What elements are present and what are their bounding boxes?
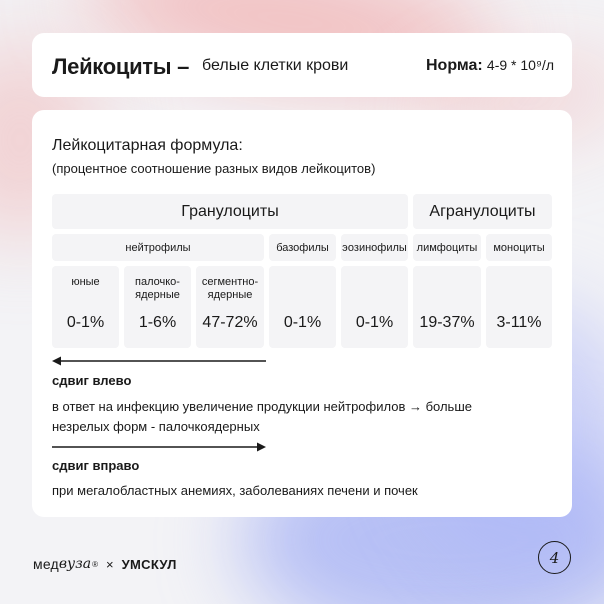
cell-eosinophils [341, 266, 408, 348]
norm-label: Норма: [425, 57, 483, 74]
header-basophils: базофилы [269, 234, 336, 261]
page-number: 4 [538, 541, 571, 574]
value-band: 1-6% [138, 314, 177, 331]
page-title: Лейкоциты – [52, 54, 190, 79]
label-young: юные [71, 276, 100, 288]
value-young: 0-1% [66, 314, 105, 331]
formula-subtitle: (процентное соотношение разных видов лейкоцитов) [52, 161, 376, 176]
value-basophils: 0-1% [283, 314, 322, 331]
cell-basophils [269, 266, 336, 348]
header-agranulocytes: Агранулоциты [413, 194, 552, 229]
value-monocytes: 3-11% [496, 314, 542, 331]
formula-card [32, 110, 572, 517]
shift-left-description: в ответ на инфекцию увеличение продукции нейтрофилов → больше незрелых форм - палочкоядерных [52, 399, 472, 434]
cell-monocytes [486, 266, 552, 348]
header-lymphocytes: лимфоциты [413, 234, 481, 261]
header-card [32, 33, 572, 97]
norm-value: 4-9 * 10⁹/л [486, 57, 554, 73]
value-segmented: 47-72% [202, 314, 258, 331]
header-monocytes: моноциты [486, 234, 552, 261]
cell-band [124, 266, 191, 348]
close-icon: × [106, 556, 114, 572]
norm-info [426, 57, 554, 75]
label-segmented: сегментно- ядерные [201, 276, 259, 301]
shift-right-description: при мегалобластных анемиях, заболеваниях печени и почек [52, 483, 418, 498]
shift-left-label: сдвиг влево [52, 373, 132, 388]
header-neutrophils: нейтрофилы [52, 234, 264, 261]
shift-right-label: сдвиг вправо [52, 458, 140, 473]
value-eosinophils: 0-1% [355, 314, 394, 331]
header-eosinophils: эозинофилы [341, 234, 408, 261]
header-granulocytes: Гранулоциты [52, 194, 408, 229]
cell-lymphocytes [413, 266, 481, 348]
label-band: палочко- ядерные [135, 276, 180, 301]
footer-logo: мед вуза ® × УМСКУЛ [33, 556, 177, 572]
formula-title: Лейкоцитарная формула: [52, 137, 243, 154]
cell-segmented [196, 266, 264, 348]
arrow-right-icon [52, 441, 266, 453]
page-subtitle: белые клетки крови [202, 57, 349, 74]
arrow-left-icon [52, 355, 266, 367]
value-lymphocytes: 19-37% [419, 314, 475, 331]
cell-young [52, 266, 119, 348]
